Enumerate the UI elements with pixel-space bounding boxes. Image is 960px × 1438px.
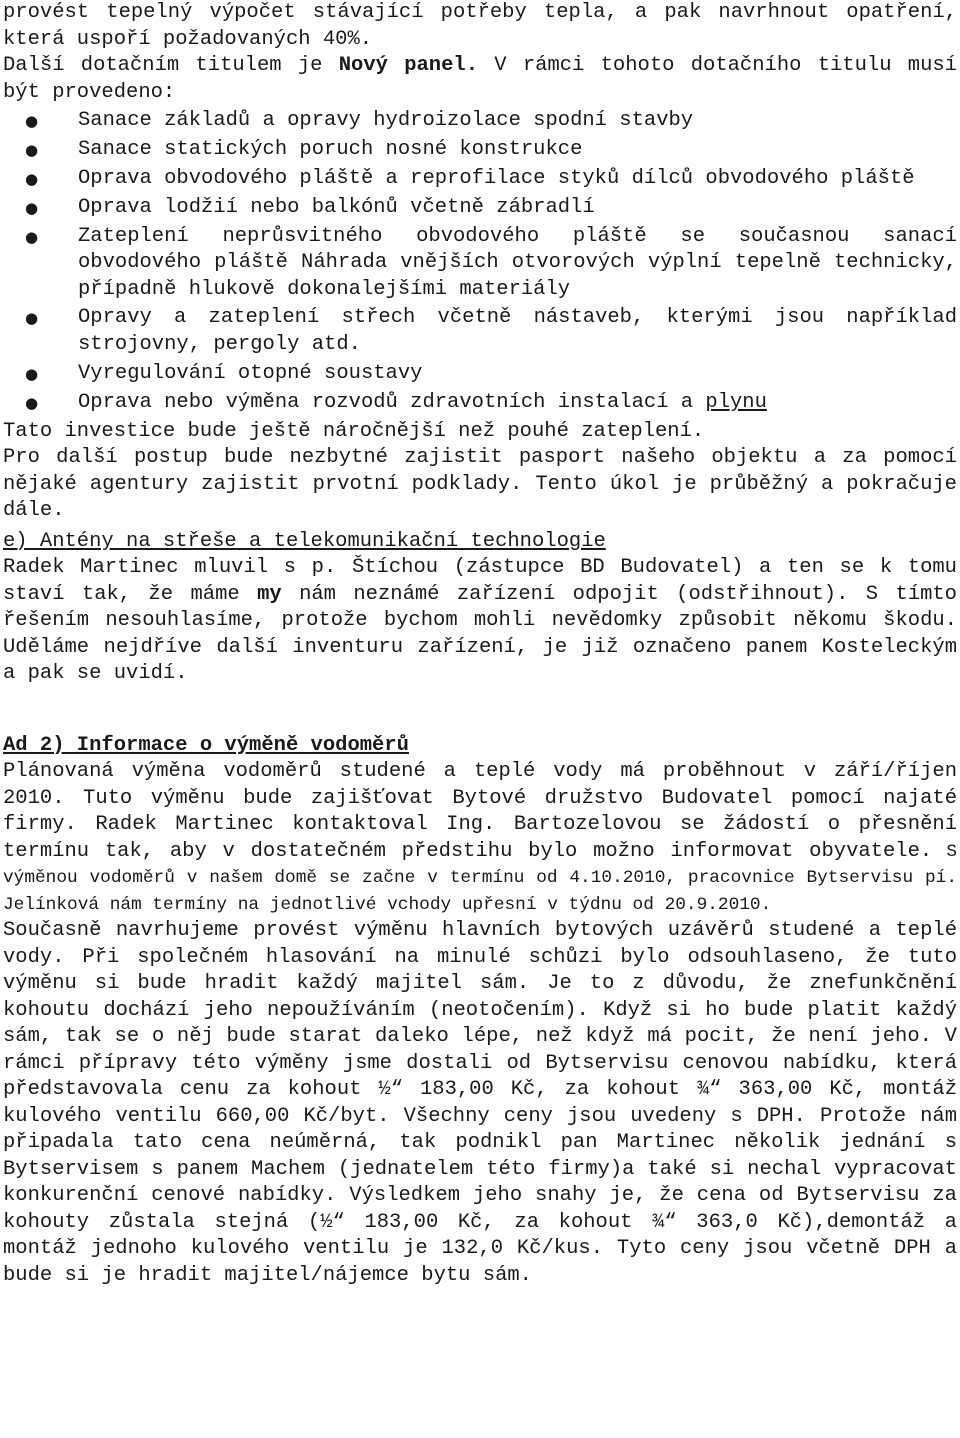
paragraph-intro-a: provést tepelný výpočet stávající potřeby tepla, a pak navrhnout opatření, která uspoří požadovaných 40%. [3,1,957,51]
bullet-icon: ● [25,198,39,217]
paragraph-pasport: Pro další postup bude nezbytné zajistit pasport našeho objektu a za pomocí nějaké agentury zajistit prvotní podklady. Tento úkol je průběžný a pokračuje dále. [3,446,957,523]
intro-b-post: V rámci tohoto dotačního titulu musí být provedeno: [3,54,957,104]
paragraph-watermeters-b: Současně navrhujeme provést výměnu hlavních bytových uzávěrů studené a teplé vody. Při společném hlasování na minulé schůzi bylo odsouhlaseno, že tuto výměnu si bude hradit každý majitel sám. Je to z důvodu, že znefunkčnění kohoutu dochází jeho nepoužíváním (neotočením). Když si ho bude platit každý sám, tak se o něj bude starat daleko lépe, než když má pocit, že není jeho. V rámci přípravy této výměny jsme dostali od Bytservisu cenovou nabídku, která představovala cenu za kohout ½“ 183,00 Kč, za kohout ¾“ 363,00 Kč, montáž kulového ventilu 660,00 Kč/byt. Všechny ceny jsou uvedeny s DPH. Protože nám připadala tato cena neúměrná, tak podnikl pan Martinec několik jednání s Bytservisem s panem Machem (jednatelem této firmy)a také si nechal vypracovat konkurenční cenové nabídky. Výsledkem jeho snahy je, že cena od Bytservisu za kohouty zůstala stejná (½“ 183,00 Kč, za kohout ¾“ 363,0 Kč),demontáž a montáž jednoho kulového ventilu je 132,0 Kč/kus. Tyto ceny jsou včetně DPH a bude si je hradit majitel/nájemce bytu sám. [3,919,957,1287]
paragraph-investment: Tato investice bude ještě náročnější než pouhé zateplení. [3,419,705,443]
small-text-note: S výměnou vodoměrů v našem domě se začne v termínu od 4.10.2010, pracovnice Bytservisu pí. Jelínková nám termíny na jednotlivé vchody upřesní v týdnu od 20.9.2010. [3,841,958,915]
list-item: ● Opravy a zateplení střech včetně nástaveb, kterými jsou například strojovny, pergoly atd. [25,306,957,356]
section-e-heading: e) Antény na střeše a telekomunikační technologie [3,529,606,553]
list-item: ● Oprava lodžií nebo balkónů včetně zábradlí [3,195,957,222]
underlined-word: plynu [705,390,767,414]
bullet-icon: ● [25,227,39,246]
bullet-icon: ● [25,364,39,383]
intro-b-pre: Další dotačním titulem je [3,54,339,77]
bold-word: my [257,582,282,606]
bullet-icon: ● [25,309,39,328]
paragraph-antennas: Radek Martinec mluvil s p. Štíchou (zástupce BD Budovatel) a ten se k tomu staví tak, že máme my nám neznámé zařízení odpojit (odstřihnout). S tímto řešením nesouhlasíme, protože bychom mohli nevědomky způsobit někomu škodu. Uděláme nejdříve další inventuru zařízení, je již označeno panem Kosteleckým a pak se uvidí. [3,556,957,686]
requirements-list [3,108,957,416]
intro-b-bold: Nový panel. [338,54,479,77]
list-item: ● Oprava nebo výměna rozvodů zdravotních instalací a plynu [3,390,957,417]
paragraph-watermeters-a: Plánovaná výměna vodoměrů studené a teplé vody má proběhnout v září/říjen 2010. Tuto výměnu bude zajišťovat Bytové družstvo Budovatel pomocí najaté firmy. Radek Martinec kontaktoval Ing. Bartozelovou se žádostí o přesnění termínu tak, aby v dostatečném předstihu bylo možno informovat obyvatele. S výměnou vodoměrů v našem domě se začne v termínu od 4.10.2010, pracovnice Bytservisu pí. Jelínková nám termíny na jednotlivé vchody upřesní v týdnu od 20.9.2010. [3,760,958,915]
bullet-icon: ● [25,112,39,130]
paragraph-intro-b [3,53,957,106]
list-item: ● Zateplení neprůsvitného obvodového pláště se současnou sanací obvodového pláště Náhrada vnějších otvorových výplní tepelně technicky, případně hlukově dokonalejšími materiály [25,224,957,301]
list-item: ● Sanace základů a opravy hydroizolace spodní stavby [3,108,957,135]
bullet-icon: ● [25,169,39,188]
bullet-icon: ● [25,393,39,412]
list-item: ● Oprava obvodového pláště a reprofilace styků dílců obvodového pláště [3,166,957,193]
list-item: ● Vyregulování otopné soustavy [3,361,957,388]
list-item: ● Sanace statických poruch nosné konstrukce [3,137,957,164]
bullet-icon: ● [25,140,39,159]
section-2-heading: Ad 2) Informace o výměně vodoměrů [3,733,409,757]
